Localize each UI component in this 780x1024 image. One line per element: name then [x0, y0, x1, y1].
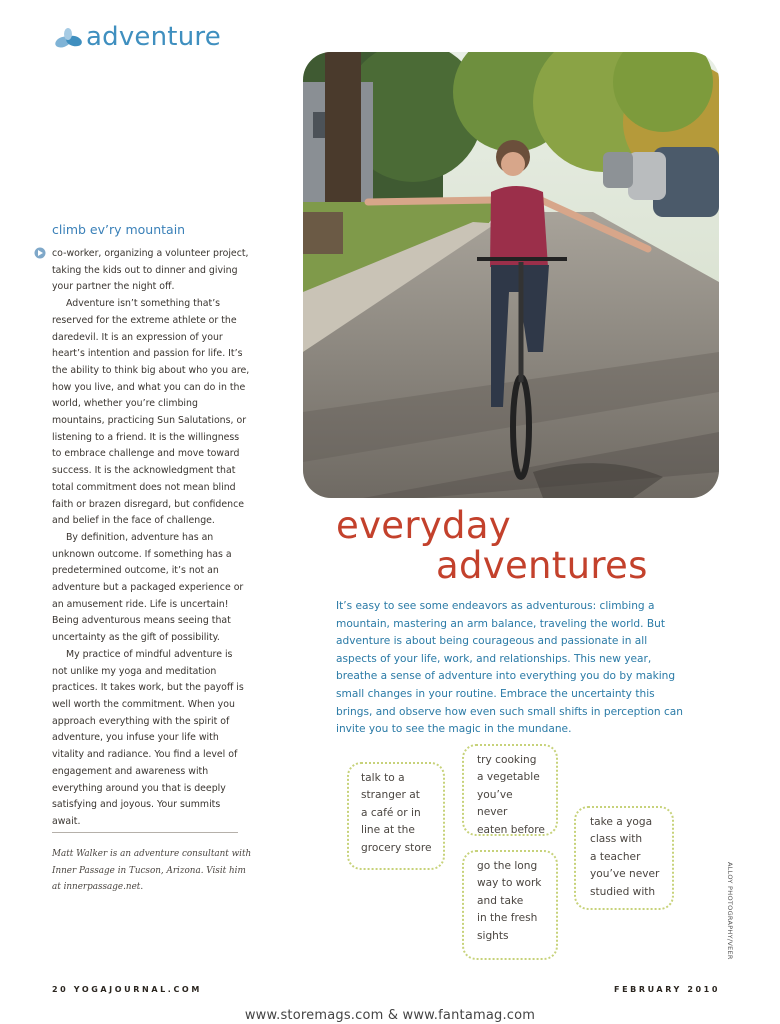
continued-bullet-icon	[34, 247, 46, 259]
headline-line-2: adventures	[436, 544, 648, 587]
footer-page-site: 20 YOGAJOURNAL.COM	[52, 985, 202, 994]
photo-credit: ALLOY PHOTOGRAPHY/VEER	[726, 862, 734, 960]
cyclist-photo	[303, 52, 719, 498]
column-paragraph: By definition, adventure has an unknown outcome. If something has a predetermined outcome, it’s not an adventure but a packaged experience or an amusement ride. Life is uncertain! Being adventurous means seeing that uncertainty as the gift of possibility.	[52, 531, 244, 644]
leaf-logo-icon	[52, 23, 84, 51]
column-paragraph: co-worker, organizing a volunteer project, taking the kids out to dinner and giving your partner the night off.	[52, 248, 249, 293]
headline-line-1: everyday	[336, 504, 511, 547]
column-paragraph: Adventure isn’t something that’s reserved for the extreme athlete or the daredevil. It is an expression of your heart’s intention and passion for life. It’s the ability to think big about who you are, how you live, and what you can do in the world, whether you’re climbing mountains, practicing Sun Salutations, or listening to a friend. It is the willingness to embrace challenge and move toward success. It is the acknowledgment that total commitment does not mean blind faith or brazen disregard, but confidence and belief in the face of challenge.	[52, 298, 250, 527]
section-title: adventure	[86, 22, 221, 52]
cyclist-street-illustration	[303, 52, 719, 498]
tip-bubble: talk to a stranger at a café or in line at the grocery store	[347, 762, 445, 870]
column-title: climb ev’ry mountain	[52, 222, 186, 237]
feature-intro: It’s easy to see some endeavors as adventurous: climbing a mountain, mastering an arm balance, traveling the world. But adventure is about being courageous and passionate in all aspects of your life, work, and relationships. This new year, breathe a sense of adventure into everything you do by making small changes in your routine. Embrace the uncertainty this brings, and observe how even such small shifts in perception can invite you to see the magic in the mundane.	[336, 600, 684, 736]
tip-bubble: go the long way to work and take in the fresh sights	[462, 850, 558, 960]
author-bio: Matt Walker is an adventure consultant with Inner Passage in Tucson, Arizona. Visit him at innerpassage.net.	[52, 849, 252, 892]
bio-divider	[52, 832, 238, 833]
column-body	[52, 246, 250, 831]
tip-bubble: try cooking a vegetable you’ve never eaten before	[462, 744, 558, 836]
section-header	[52, 22, 221, 52]
tip-bubble: take a yoga class with a teacher you’ve never studied with	[574, 806, 674, 910]
left-column	[52, 222, 250, 831]
footer-issue-date: FEBRUARY 2010	[614, 985, 720, 994]
watermark-text: www.storemags.com & www.fantamag.com	[244, 1008, 536, 1023]
column-paragraph: My practice of mindful adventure is not unlike my yoga and meditation practices. It takes work, but the payoff is well worth the commitment. When you approach everything with the spirit of adventure, you infuse your life with vitality and radiance. You find a level of engagement and awareness with everything around you that is deeply satisfying and joyous. Your summits await.	[52, 648, 244, 827]
